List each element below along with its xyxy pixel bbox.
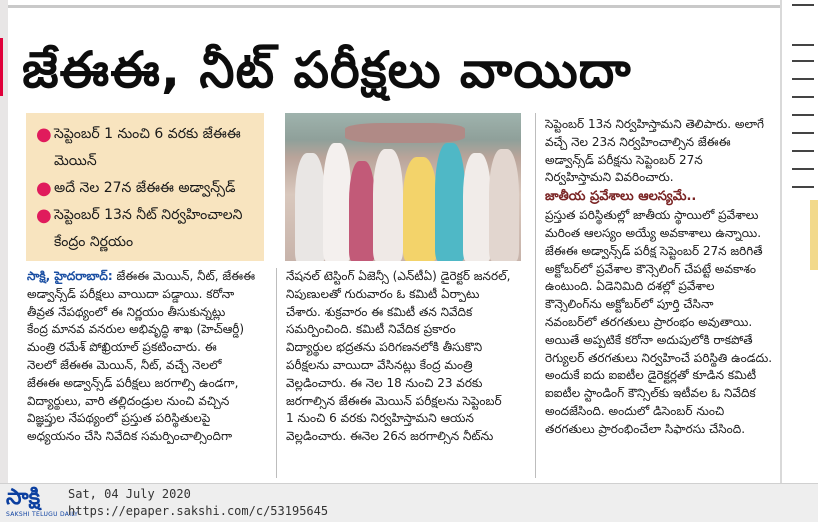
article-column-2 [286, 268, 526, 446]
text-line: మరింత ఆలస్యం అయ్యే అవకాశాలు ఉన్నాయి. [545, 225, 762, 240]
text-line: జేఈఈ అడ్వాన్స్‌డ్‌ పరీక్ష సెప్టెంబర్‌ 27న జరిగితే [545, 243, 763, 258]
top-rule [8, 0, 780, 8]
text-line: కేంద్ర మానవ వనరుల అభివృద్ధి శాఖ (హెచ్‌ఆర్డీ) [27, 322, 245, 337]
students-photo [285, 113, 521, 261]
sakshi-logo[interactable] [4, 485, 79, 520]
text-line: తీవ్రత నేపథ్యంలో ఈ నిర్ణయం తీసుకున్నట్లు [27, 304, 226, 319]
section-subhead: జాతీయ ప్రవేశాలు ఆలస్యమే.. [545, 189, 697, 205]
text-line: జరగాల్సిన జేఈఈ మెయిన్‌ పరీక్షలను సెప్టెంబర్‌ [286, 393, 502, 408]
text-line: సమర్పించింది. కమిటీ నివేదిక ప్రకారం [286, 322, 456, 337]
logo-tagline: SAKSHI TELUGU DAILY [6, 511, 79, 518]
text-line: నవంబర్‌లో తరగతులు ప్రారంభం అవుతాయి. [545, 314, 753, 329]
text-line: వెల్లడించారు. ఈ నెల 18 నుంచి 23 వరకు [286, 375, 483, 390]
logo-wordmark: సాక్షి [6, 485, 41, 510]
text-line: రెగ్యులర్‌ తరగతులు నిర్వహించే పరిస్థితి ఉండదు. [545, 350, 773, 365]
text-line: అక్టోబర్‌లో ప్రవేశాల కౌన్సెలింగ్‌ చేపట్టే అవకాశం [545, 261, 757, 276]
text-line: సాక్షి, హైదరాబాద్‌: జేఈఈ మెయిన్‌, నీట్‌, జేఈఈ [27, 269, 256, 283]
highlight-item [36, 175, 254, 202]
text-line: ఐఐటీల స్టాండింగ్‌ కౌన్సిల్‌కు ఇటీవల ఓ నివేదిక [545, 386, 756, 401]
text-line: విద్యార్థుల భద్రతను పరిగణనలోకి తీసుకొని [286, 340, 483, 355]
text-line: నిర్వహిస్తామని వివరించారు. [545, 170, 674, 185]
text-line: సెప్టెంబర్‌ 13న నిర్వహిస్తామని తెలిపారు. అలాగే [545, 117, 765, 131]
text-line: అందుకే ఐదు ఐఐటీల డైరెక్టర్లతో కూడిన కమిటీ [545, 368, 757, 383]
highlight-item [36, 202, 254, 256]
adjacent-article-strip [780, 0, 818, 488]
text-line: అడ్వాన్స్‌డ్‌ పరీక్షలు వాయిదా పడ్డాయి. కరోనా [27, 286, 235, 301]
text-line: అధ్యయనం చేసి నివేదిక సమర్పించాల్సిందిగా [27, 429, 232, 444]
text-line: నేషనల్‌ టెస్టింగ్‌ ఏజెన్సీ (ఎన్‌టీఏ) డైరెక్టర్‌ జనరల్‌, [286, 269, 511, 283]
text-line: విజ్ఞప్తుల నేపథ్యంలో ప్రస్తుత పరిస్థితులపై [27, 411, 211, 426]
text-line: ప్రస్తుత పరిస్థితుల్లో జాతీయ స్థాయిలో ప్రవేశాలు [545, 208, 759, 223]
bullet-icon: ● [36, 205, 52, 226]
page-edge-accent [0, 38, 3, 96]
highlight-text: సెప్టెంబర్‌ 1 నుంచి 6 వరకు జేఈఈ మెయిన్‌ [54, 126, 241, 169]
highlight-item [36, 121, 254, 175]
clipping-link[interactable]: https://epaper.sakshi.com/c/53195645 [68, 504, 329, 518]
text-line: ఉంటుంది. ఏడెనిమిది దశల్లో ప్రవేశాల [545, 279, 715, 294]
dateline: సాక్షి, హైదరాబాద్‌: [27, 269, 113, 283]
text-line: వెల్లడించారు. ఈనెల 26న జరగాల్సిన నీట్‌ను [286, 429, 494, 444]
article-column-1 [27, 268, 267, 446]
article-headline: జేఈఈ, నీట్‌ పరీక్షలు వాయిదా [22, 41, 632, 99]
text-line: జేఈఈ అడ్వాన్స్‌డ్‌ పరీక్షలు జరగాల్సి ఉండగా, [27, 375, 239, 390]
bullet-icon: ● [36, 178, 52, 199]
highlight-text: అదే నెల 27న జేఈఈ అడ్వాన్స్‌డ్‌ [54, 180, 236, 196]
text-line: అయితే అప్పటికే కరోనా అదుపులోకి రాకపోతే [545, 332, 753, 347]
bullet-icon: ● [36, 124, 52, 145]
highlights-box [26, 113, 264, 261]
text-line: కౌన్సెలింగ్‌ను అక్టోబర్‌లో పూర్తి చేసినా [545, 297, 714, 312]
text-line: మంత్రి రమేశ్‌ పోఖ్రియాల్‌ ప్రకటించారు. ఈ [27, 340, 217, 355]
text-line: నిపుణులతో గురువారం ఓ కమిటీ ఏర్పాటు [286, 286, 480, 301]
epaper-footer [0, 483, 818, 522]
column-divider [535, 113, 536, 478]
text-line: నెలలో జేఈఈ మెయిన్‌, నీట్‌, వచ్చే నెలలో [27, 357, 222, 372]
text-line: విద్యార్థులు, వారి తల్లిదండ్రుల నుంచి వచ్చిన [27, 393, 230, 408]
text-line: అడ్వాన్స్‌డ్‌ పరీక్షను సెప్టెంబర్‌ 27న [545, 152, 703, 167]
edition-date: Sat, 04 July 2020 [68, 487, 191, 501]
highlight-text: సెప్టెంబర్‌ 13న నీట్‌ నిర్వహించాలని కేంద్రం నిర్ణయం [54, 207, 243, 250]
text-line: పరీక్షలను వాయిదా వేసినట్లు కేంద్ర మంత్రి [286, 357, 473, 372]
text-line: చేశారు. శుక్రవారం ఈ కమిటీ తన నివేదిక [286, 304, 473, 319]
column-divider [276, 268, 277, 478]
text-line: తరగతులు ప్రారంభించేలా సిఫారసు చేసింది. [545, 421, 746, 436]
text-line: 1 నుంచి 6 వరకు నిర్వహిస్తామని ఆయన [286, 411, 474, 426]
article-column-3 [545, 116, 780, 439]
text-line: అందజేసింది. అందులో డిసెంబర్‌ నుంచి [545, 403, 725, 418]
text-line: వచ్చే నెల 23న నిర్వహించాల్సిన జేఈఈ [545, 134, 731, 149]
